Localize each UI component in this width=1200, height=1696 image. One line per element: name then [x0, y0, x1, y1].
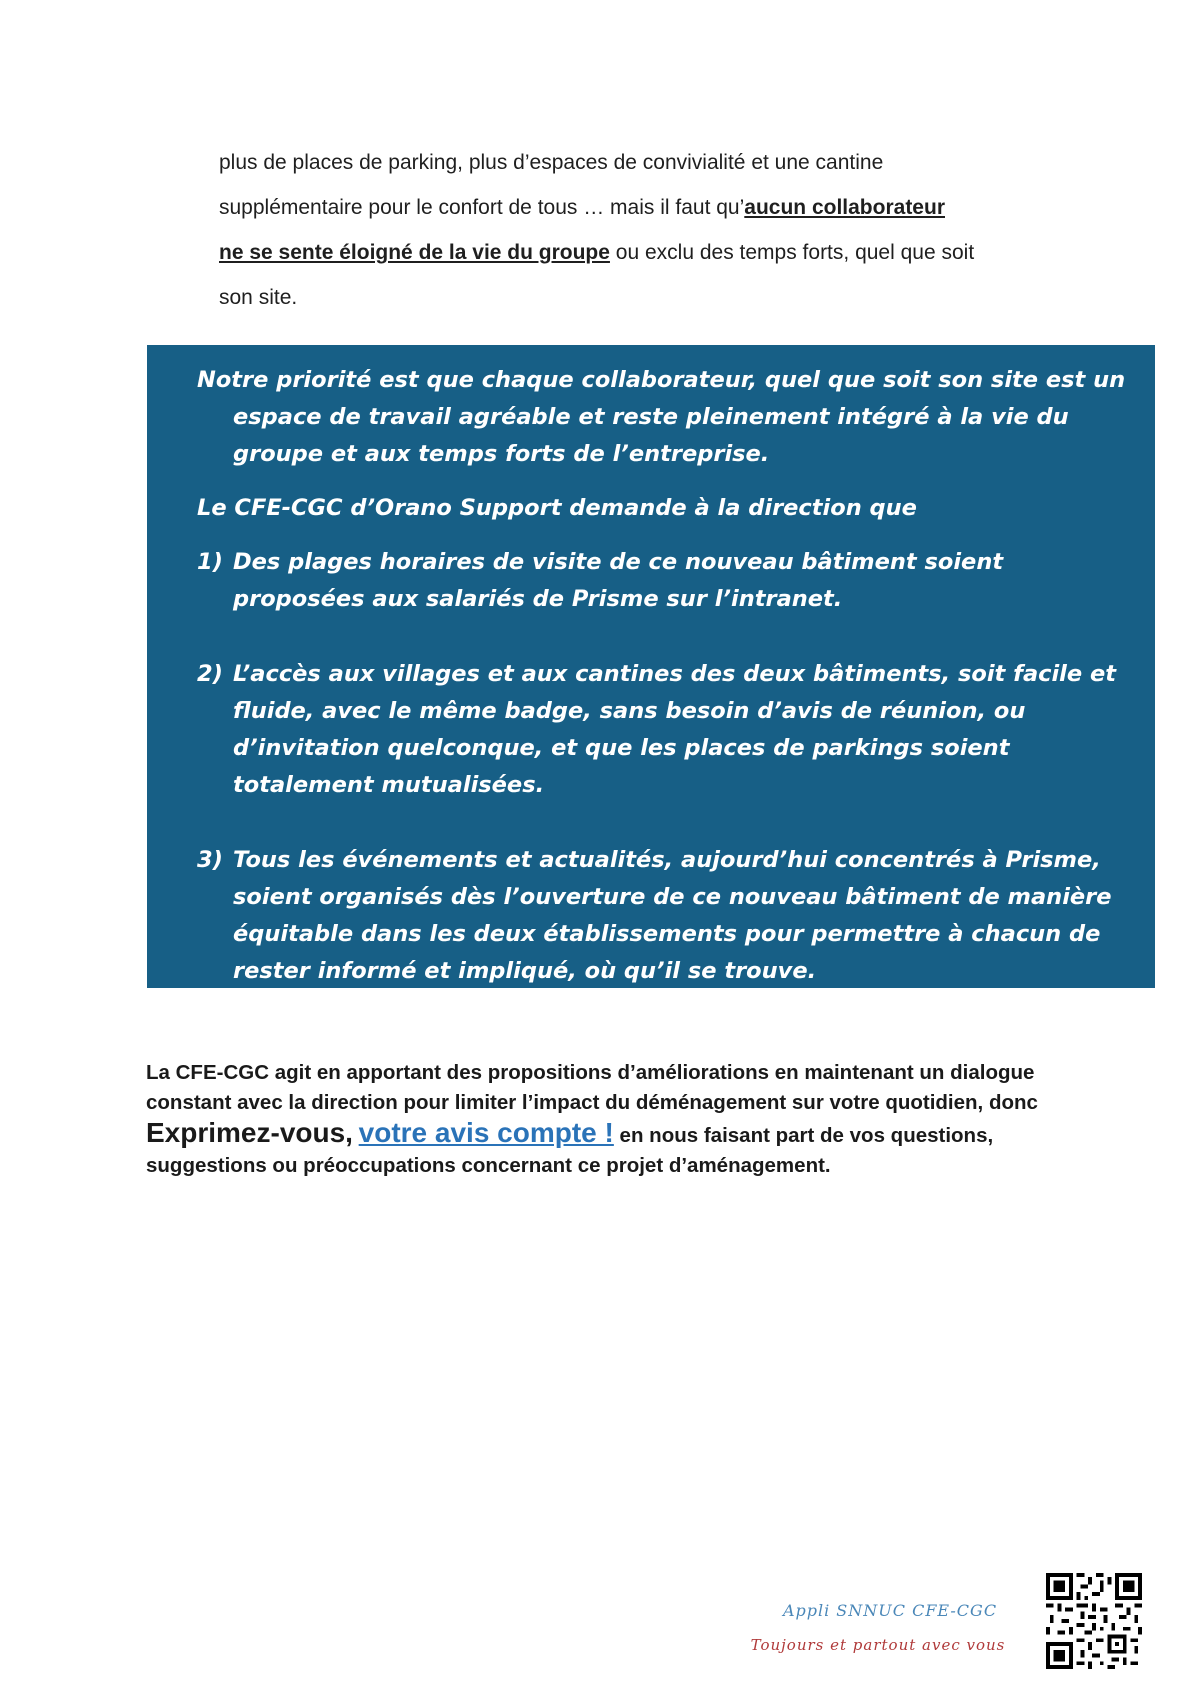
closing-paragraph [146, 1058, 1086, 1181]
intro-emphasis-1: aucun collaborateur [744, 196, 945, 219]
intro-line-3: ou exclu des temps forts, quel que soit [609, 241, 975, 264]
qr-code-icon[interactable] [1046, 1573, 1142, 1669]
demand-text: L’accès aux villages et aux cantines des deux bâtiments, soit facile et fluide, avec le même badge, sans besoin d’avis de réunion, ou d’invitation quelconque, et que les places de parkings soient totalement mutualisées. [233, 661, 1116, 798]
app-promo: Appli SNNUC CFE-CGC [782, 1601, 998, 1620]
demand-item [197, 656, 1141, 804]
demand-intro: Le CFE-CGC d’Orano Support demande à la direction que [197, 495, 917, 521]
intro-emphasis-2: ne se sente éloigné de la vie du groupe [219, 241, 610, 264]
demand-item [197, 842, 1141, 990]
demand-list [197, 544, 1141, 990]
demand-number: 1) [197, 549, 223, 575]
demand-number: 3) [197, 847, 223, 873]
intro-line-1: plus de places de parking, plus d’espaces de convivialité et une cantine [219, 151, 884, 174]
intro-paragraph [219, 140, 1089, 320]
demand-text: Des plages horaires de visite de ce nouveau bâtiment soient proposées aux salariés de Prisme sur l’intranet. [233, 549, 1004, 612]
closing-text-2: en nous faisant part de vos questions, suggestions ou préoccupations concernant ce projet d’aménagement. [146, 1124, 994, 1177]
closing-text-1: La CFE-CGC agit en apportant des propositions d’améliorations en maintenant un dialogue constant avec la direction pour limiter l’impact du déménagement sur votre quotidien, donc [146, 1061, 1038, 1114]
demand-number: 2) [197, 661, 223, 687]
demand-text: Tous les événements et actualités, aujourd’hui concentrés à Prisme, soient organisés dès l’ouverture de ce nouveau bâtiment de manière équitable dans les deux établissements pour permettre à chacun de rester informé et impliqué, où qu’il se trouve. [233, 847, 1112, 984]
intro-line-2: supplémentaire pour le confort de tous … mais il faut qu’ [219, 196, 745, 219]
intro-line-4: son site. [219, 286, 298, 309]
app-tagline: Toujours et partout avec vous [750, 1636, 1006, 1654]
call-to-action: Exprimez-vous, [146, 1117, 353, 1148]
demand-item [197, 544, 1141, 618]
demands-box [147, 345, 1155, 988]
feedback-link[interactable]: votre avis compte ! [358, 1117, 614, 1148]
priority-statement: Notre priorité est que chaque collaborateur, quel que soit son site est un espace de travail agréable et reste pleinement intégré à la vie du groupe et aux temps forts de l’entreprise. [197, 367, 1126, 467]
